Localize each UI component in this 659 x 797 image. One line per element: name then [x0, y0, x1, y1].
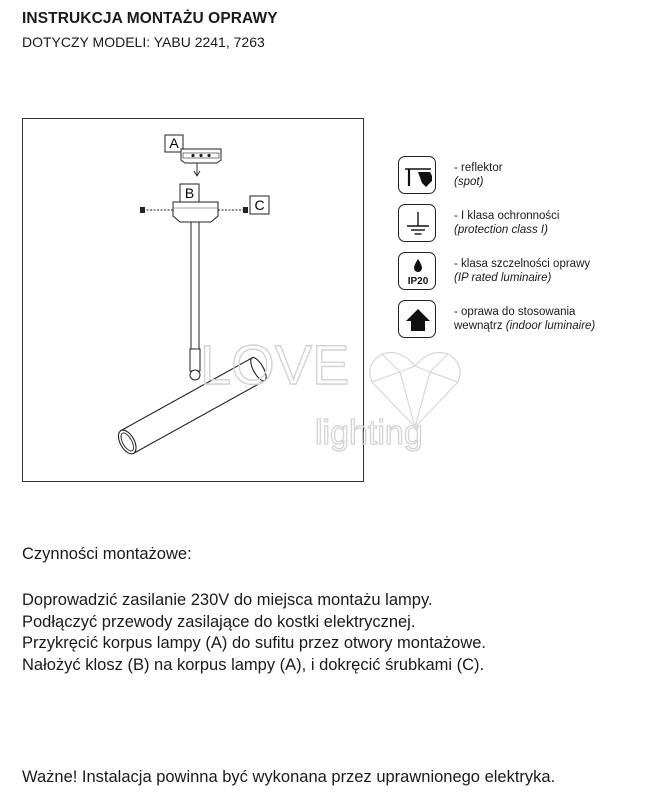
instruction-step: Nałożyć klosz (B) na korpus lampy (A), i dokręcić śrubkami (C). — [22, 655, 485, 674]
legend-label-indoor-2: wewnątrz — [454, 320, 503, 332]
watermark-word-lighting: lighting — [315, 414, 423, 452]
watermark-word-love: LOVE — [200, 333, 350, 396]
watermark-logo — [200, 332, 470, 462]
legend-label-spot-en: (spot) — [454, 176, 484, 188]
warning-note: Ważne! Instalacja powinna być wykonana przez uprawnionego elektryka. — [22, 768, 556, 786]
lamp-stem — [191, 222, 199, 370]
ip-rating-text: IP20 — [407, 276, 429, 287]
canopy — [173, 202, 218, 222]
indoor-house-icon — [398, 300, 436, 338]
instruction-step: Podłączyć przewody zasilające do kostki elektrycznej. — [22, 612, 416, 631]
page-title: INSTRUKCJA MONTAŻU OPRAWY — [22, 10, 278, 27]
instruction-step: Przykręcić korpus lampy (A) do sufitu przez otwory montażowe. — [22, 634, 486, 652]
part-label-a: A — [169, 135, 179, 151]
legend-label-ip: - klasa szczelności oprawy — [454, 258, 591, 270]
legend-label-spot: - reflektor — [454, 162, 503, 174]
spot-reflector-icon — [398, 156, 436, 194]
part-label-b: B — [184, 185, 195, 201]
legend-label-ip-en: (IP rated luminaire) — [454, 272, 552, 284]
instructions-heading: Czynności montażowe: — [22, 545, 192, 563]
legend-item-protection-class — [398, 204, 648, 244]
protection-class-icon — [398, 204, 436, 242]
part-label-c: C — [254, 197, 265, 213]
watermark-svg — [200, 332, 470, 462]
legend-label-indoor: - oprawa do stosowania — [454, 306, 576, 318]
legend-label-indoor-en: (indoor luminaire) — [505, 320, 596, 332]
legend-item-indoor — [398, 300, 648, 340]
legend-label-protection-en: (protection class I) — [454, 224, 548, 236]
ip-rating-icon — [398, 252, 436, 290]
instruction-step: Doprowadzić zasilanie 230V do miejsca montażu lampy. — [22, 591, 433, 609]
legend-item-ip-rating — [398, 252, 648, 292]
page-subtitle: DOTYCZY MODELI: YABU 2241, 7263 — [22, 34, 265, 50]
legend-label-protection: - I klasa ochronności — [454, 210, 560, 222]
legend-item-spot — [398, 156, 648, 196]
lamp-joint — [190, 370, 200, 380]
instructions-steps — [22, 590, 486, 676]
